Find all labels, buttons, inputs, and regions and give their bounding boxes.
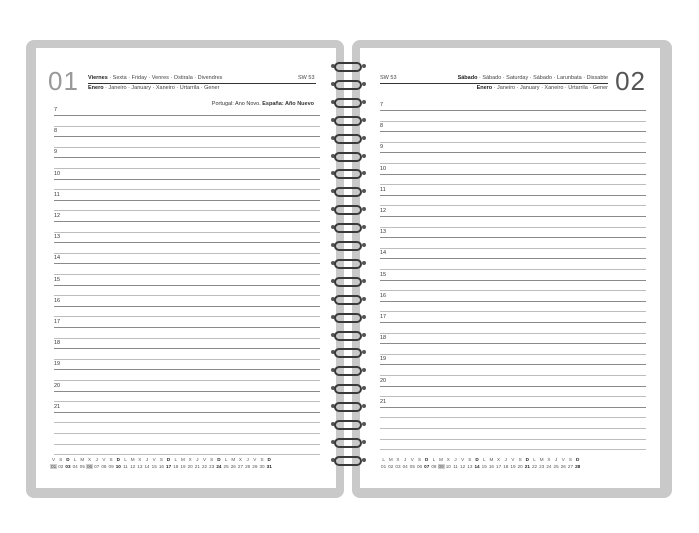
calendar-day[interactable]: 26 bbox=[560, 464, 566, 469]
binding-hole bbox=[362, 333, 366, 337]
hour-line[interactable] bbox=[380, 110, 646, 111]
right-page bbox=[360, 48, 660, 488]
hour-label: 15 bbox=[380, 271, 387, 278]
hour-label: 13 bbox=[54, 234, 61, 241]
calendar-day[interactable]: 28 bbox=[575, 464, 581, 469]
calendar-weekday-letter: X bbox=[497, 457, 501, 462]
calendar-weekday-letter: L bbox=[382, 457, 385, 462]
half-hour-line[interactable] bbox=[380, 375, 646, 376]
binding-hole bbox=[362, 422, 366, 426]
calendar-day[interactable]: 10 bbox=[445, 464, 451, 469]
calendar-weekday-letter: D bbox=[267, 457, 271, 462]
half-hour-line[interactable] bbox=[380, 121, 646, 122]
calendar-weekday-letter: J bbox=[504, 457, 507, 462]
spiral-ring bbox=[334, 205, 362, 215]
spiral-ring bbox=[334, 384, 362, 394]
spiral-ring bbox=[334, 259, 362, 269]
hour-line[interactable] bbox=[380, 407, 646, 408]
calendar-day[interactable]: 27 bbox=[567, 464, 574, 469]
hour-label: 16 bbox=[54, 297, 61, 304]
hour-line[interactable] bbox=[54, 115, 320, 116]
calendar-day[interactable]: 02 bbox=[58, 464, 64, 469]
hour-label: 21 bbox=[54, 403, 61, 410]
calendar-day[interactable]: 07 bbox=[94, 464, 100, 469]
day-number: 01 bbox=[48, 66, 79, 96]
calendar-weekday-letter: D bbox=[525, 457, 529, 462]
hour-line[interactable] bbox=[54, 221, 320, 222]
hour-label: 15 bbox=[54, 276, 61, 283]
half-hour-line[interactable] bbox=[54, 232, 320, 233]
spiral-ring bbox=[334, 438, 362, 448]
hour-label: 17 bbox=[54, 319, 61, 325]
half-hour-line[interactable] bbox=[380, 333, 646, 334]
hour-label: 7 bbox=[54, 107, 58, 113]
spiral-ring bbox=[334, 277, 362, 287]
hour-label: 19 bbox=[380, 356, 387, 363]
calendar-weekday-letter: M bbox=[80, 457, 85, 462]
calendar-day[interactable]: 02 bbox=[388, 464, 394, 469]
calendar-weekday-letter: D bbox=[475, 457, 479, 462]
month-line bbox=[88, 84, 219, 92]
spiral-ring bbox=[334, 223, 362, 233]
calendar-day[interactable]: 17 bbox=[166, 464, 172, 469]
calendar-day[interactable]: 06 bbox=[86, 464, 93, 469]
calendar-weekday-letter: X bbox=[547, 457, 551, 462]
calendar-weekday-letter: M bbox=[231, 457, 236, 462]
extra-line[interactable] bbox=[54, 433, 320, 434]
extra-line[interactable] bbox=[380, 428, 646, 429]
weekday-name: Sábado bbox=[457, 75, 478, 81]
calendar-day[interactable]: 07 bbox=[424, 464, 430, 469]
spiral-ring bbox=[334, 152, 362, 162]
calendar-day[interactable]: 20 bbox=[187, 464, 193, 469]
extra-line[interactable] bbox=[54, 454, 320, 455]
calendar-day[interactable]: 18 bbox=[503, 464, 509, 469]
calendar-day[interactable]: 05 bbox=[79, 464, 85, 469]
calendar-day[interactable]: 26 bbox=[230, 464, 236, 469]
half-hour-line[interactable] bbox=[380, 354, 646, 355]
calendar-weekday-letter: S bbox=[210, 457, 214, 462]
extra-line[interactable] bbox=[380, 449, 646, 450]
half-hour-line[interactable] bbox=[54, 338, 320, 339]
calendar-day[interactable]: 18 bbox=[173, 464, 179, 469]
calendar-weekday-letter: M bbox=[181, 457, 185, 462]
calendar-weekday-letter: M bbox=[388, 457, 393, 462]
half-hour-line[interactable] bbox=[380, 248, 646, 249]
holiday-portugal: Portugal: Ano Novo. bbox=[211, 101, 263, 107]
hour-line[interactable] bbox=[54, 306, 320, 307]
calendar-weekday-letter: J bbox=[554, 457, 558, 462]
calendar-weekday-letter: V bbox=[461, 457, 465, 462]
holiday-note bbox=[212, 101, 314, 107]
spiral-ring bbox=[334, 187, 362, 197]
half-hour-line[interactable] bbox=[54, 189, 320, 190]
calendar-weekday-letter: S bbox=[518, 457, 522, 462]
hour-line[interactable] bbox=[380, 152, 646, 153]
weekday-translations: · Sábado · Saturday · Sábado · Larunbata · Dissabte bbox=[477, 75, 608, 81]
hour-label: 9 bbox=[54, 149, 58, 156]
binding-hole bbox=[362, 118, 366, 122]
holiday-spain: España: Año Nuevo bbox=[262, 101, 314, 107]
calendar-weekday-letter: J bbox=[404, 457, 407, 462]
right-mini-calendar-days bbox=[380, 464, 581, 469]
binding-hole bbox=[362, 154, 366, 158]
hour-label: 8 bbox=[380, 123, 384, 130]
calendar-day[interactable]: 10 bbox=[115, 464, 121, 469]
calendar-weekday-letter: L bbox=[432, 457, 436, 462]
calendar-weekday-letter: L bbox=[124, 457, 127, 462]
half-hour-line[interactable] bbox=[54, 147, 320, 148]
hour-label: 12 bbox=[54, 213, 61, 219]
calendar-day[interactable]: 03 bbox=[65, 464, 71, 469]
hour-label: 10 bbox=[54, 170, 61, 177]
month-name: Enero bbox=[88, 85, 104, 91]
week-label: SW 53 bbox=[380, 75, 397, 81]
week-label: SW 53 bbox=[298, 75, 315, 81]
binding-hole bbox=[362, 261, 366, 265]
extra-line[interactable] bbox=[54, 444, 320, 445]
hour-label: 20 bbox=[380, 377, 387, 384]
hour-line[interactable] bbox=[380, 174, 646, 175]
calendar-day[interactable]: 21 bbox=[524, 464, 530, 469]
calendar-day[interactable]: 03 bbox=[395, 464, 401, 469]
hour-line[interactable] bbox=[54, 136, 320, 137]
calendar-weekday-letter: S bbox=[468, 457, 472, 462]
calendar-day[interactable]: 24 bbox=[216, 464, 222, 469]
calendar-day[interactable]: 24 bbox=[546, 464, 552, 469]
hour-line[interactable] bbox=[54, 348, 320, 349]
calendar-weekday-letter: D bbox=[66, 457, 70, 462]
calendar-day[interactable]: 15 bbox=[151, 464, 157, 469]
hour-line[interactable] bbox=[54, 179, 320, 180]
hour-label: 18 bbox=[380, 335, 387, 342]
spiral-ring bbox=[334, 241, 362, 251]
spiral-ring bbox=[334, 98, 362, 108]
calendar-weekday-letter: V bbox=[152, 457, 156, 462]
calendar-day[interactable]: 23 bbox=[209, 464, 215, 469]
calendar-weekday-letter: J bbox=[196, 457, 199, 462]
binding-hole bbox=[362, 440, 366, 444]
calendar-weekday-letter: M bbox=[130, 457, 135, 462]
calendar-weekday-letter: L bbox=[533, 457, 536, 462]
hour-line[interactable] bbox=[380, 258, 646, 259]
hour-label: 11 bbox=[54, 191, 60, 198]
calendar-weekday-letter: X bbox=[446, 457, 450, 462]
calendar-weekday-letter: S bbox=[417, 457, 422, 462]
calendar-weekday-letter: S bbox=[159, 457, 163, 462]
hour-line[interactable] bbox=[54, 285, 320, 286]
calendar-day[interactable]: 14 bbox=[144, 464, 150, 469]
calendar-day[interactable]: 17 bbox=[496, 464, 502, 469]
half-hour-line[interactable] bbox=[54, 274, 320, 275]
calendar-day[interactable]: 01 bbox=[381, 464, 387, 469]
hour-line[interactable] bbox=[380, 131, 646, 132]
calendar-day[interactable]: 09 bbox=[108, 464, 114, 469]
month-translations: · Janeiro · January · Xaneiro · Urtarrila · Gener bbox=[103, 85, 220, 91]
hour-label: 9 bbox=[380, 144, 384, 151]
hour-label: 21 bbox=[380, 398, 387, 405]
half-hour-line[interactable] bbox=[380, 227, 646, 228]
month-translations: · Janeiro · January · Xaneiro · Urtarrila · Gener bbox=[492, 85, 608, 91]
calendar-day[interactable]: 30 bbox=[259, 464, 265, 469]
half-hour-line[interactable] bbox=[54, 295, 320, 296]
month-line bbox=[477, 84, 608, 92]
calendar-day[interactable]: 04 bbox=[402, 464, 408, 469]
calendar-weekday-letter: X bbox=[138, 457, 142, 462]
calendar-day[interactable]: 06 bbox=[416, 464, 423, 469]
binding-hole bbox=[362, 315, 366, 319]
calendar-weekday-letter: J bbox=[246, 457, 249, 462]
calendar-weekday-letter: D bbox=[575, 457, 580, 462]
calendar-day[interactable]: 27 bbox=[237, 464, 244, 469]
binding-hole bbox=[362, 243, 366, 247]
calendar-weekday-letter: X bbox=[188, 457, 192, 462]
calendar-weekday-letter: V bbox=[253, 457, 257, 462]
spiral-ring bbox=[334, 331, 362, 341]
half-hour-line[interactable] bbox=[54, 401, 320, 402]
hour-line[interactable] bbox=[54, 369, 320, 370]
calendar-weekday-letter: J bbox=[95, 457, 98, 462]
hour-label: 16 bbox=[380, 292, 387, 299]
binding-hole bbox=[362, 458, 366, 462]
hour-label: 10 bbox=[380, 165, 387, 172]
spiral-ring bbox=[334, 169, 362, 179]
hour-label: 14 bbox=[54, 255, 61, 262]
calendar-day[interactable]: 14 bbox=[474, 464, 480, 469]
calendar-day[interactable]: 09 bbox=[438, 464, 444, 469]
left-page bbox=[36, 48, 336, 488]
calendar-weekday-letter: D bbox=[217, 457, 221, 462]
hour-line[interactable] bbox=[380, 343, 646, 344]
calendar-day[interactable]: 19 bbox=[180, 464, 186, 469]
weekday-name: Viernes bbox=[88, 75, 108, 81]
spiral-ring bbox=[334, 366, 362, 376]
calendar-day[interactable]: 25 bbox=[553, 464, 559, 469]
half-hour-line[interactable] bbox=[380, 269, 646, 270]
binding-hole bbox=[362, 136, 366, 140]
binding-hole bbox=[362, 100, 366, 104]
calendar-day[interactable]: 22 bbox=[531, 464, 538, 469]
half-hour-line[interactable] bbox=[380, 396, 646, 397]
calendar-weekday-letter: V bbox=[511, 457, 515, 462]
calendar-day[interactable]: 16 bbox=[488, 464, 494, 469]
calendar-day[interactable]: 31 bbox=[266, 464, 272, 469]
calendar-day[interactable]: 08 bbox=[101, 464, 107, 469]
calendar-weekday-letter: D bbox=[166, 457, 171, 462]
hour-label: 17 bbox=[380, 314, 387, 320]
calendar-weekday-letter: X bbox=[238, 457, 242, 462]
half-hour-line[interactable] bbox=[54, 316, 320, 317]
calendar-day[interactable]: 12 bbox=[460, 464, 466, 469]
hour-line[interactable] bbox=[54, 200, 320, 201]
spiral-ring bbox=[334, 348, 362, 358]
spiral-ring bbox=[334, 313, 362, 323]
half-hour-line[interactable] bbox=[380, 311, 646, 312]
half-hour-line[interactable] bbox=[54, 422, 320, 423]
half-hour-line[interactable] bbox=[54, 380, 320, 381]
binding-hole bbox=[362, 297, 366, 301]
calendar-day[interactable]: 08 bbox=[431, 464, 437, 469]
hour-line[interactable] bbox=[54, 327, 320, 328]
binding-hole bbox=[362, 64, 366, 68]
spiral-ring bbox=[334, 295, 362, 305]
half-hour-line[interactable] bbox=[54, 210, 320, 211]
calendar-weekday-letter: L bbox=[174, 457, 178, 462]
calendar-day[interactable]: 12 bbox=[130, 464, 136, 469]
calendar-weekday-letter: X bbox=[87, 457, 92, 462]
calendar-weekday-letter: M bbox=[539, 457, 544, 462]
calendar-weekday-letter: V bbox=[202, 457, 207, 462]
calendar-weekday-letter: M bbox=[489, 457, 494, 462]
calendar-weekday-letter: L bbox=[73, 457, 77, 462]
calendar-weekday-letter: X bbox=[396, 457, 400, 462]
calendar-weekday-letter: V bbox=[410, 457, 414, 462]
calendar-day[interactable]: 28 bbox=[245, 464, 251, 469]
calendar-day[interactable]: 21 bbox=[194, 464, 200, 469]
calendar-weekday-letter: V bbox=[52, 457, 56, 462]
hour-label: 8 bbox=[54, 128, 58, 135]
hour-line[interactable] bbox=[380, 195, 646, 196]
calendar-weekday-letter: V bbox=[561, 457, 565, 462]
calendar-day[interactable]: 13 bbox=[137, 464, 143, 469]
hour-label: 19 bbox=[54, 361, 61, 368]
right-mini-calendar-letters bbox=[380, 457, 581, 462]
hour-line[interactable] bbox=[54, 391, 320, 392]
hour-label: 11 bbox=[380, 186, 386, 193]
half-hour-line[interactable] bbox=[380, 290, 646, 291]
calendar-weekday-letter: L bbox=[482, 457, 486, 462]
half-hour-line[interactable] bbox=[54, 126, 320, 127]
half-hour-line[interactable] bbox=[54, 253, 320, 254]
calendar-day[interactable]: 11 bbox=[123, 464, 128, 469]
hour-line[interactable] bbox=[54, 242, 320, 243]
calendar-day[interactable]: 05 bbox=[409, 464, 415, 469]
left-mini-calendar-letters bbox=[50, 457, 273, 462]
hour-line[interactable] bbox=[380, 386, 646, 387]
hour-line[interactable] bbox=[54, 412, 320, 413]
half-hour-line[interactable] bbox=[380, 142, 646, 143]
hour-line[interactable] bbox=[380, 280, 646, 281]
calendar-day[interactable]: 25 bbox=[223, 464, 229, 469]
calendar-day[interactable]: 19 bbox=[510, 464, 516, 469]
hour-line[interactable] bbox=[54, 263, 320, 264]
calendar-weekday-letter: S bbox=[568, 457, 572, 462]
weekday-line bbox=[458, 74, 608, 82]
binding-hole bbox=[362, 279, 366, 283]
calendar-weekday-letter: D bbox=[116, 457, 120, 462]
month-name: Enero bbox=[476, 85, 493, 91]
calendar-day[interactable]: 15 bbox=[481, 464, 487, 469]
calendar-weekday-letter: S bbox=[260, 457, 264, 462]
spiral-ring bbox=[334, 456, 362, 466]
extra-line[interactable] bbox=[380, 439, 646, 440]
calendar-day[interactable]: 13 bbox=[467, 464, 473, 469]
day-number: 02 bbox=[615, 66, 646, 96]
weekday-line bbox=[88, 74, 222, 82]
spiral-ring bbox=[334, 402, 362, 412]
calendar-day[interactable]: 11 bbox=[453, 464, 458, 469]
half-hour-line[interactable] bbox=[380, 417, 646, 418]
calendar-day[interactable]: 01 bbox=[51, 464, 57, 469]
spiral-ring bbox=[334, 134, 362, 144]
hour-line[interactable] bbox=[380, 322, 646, 323]
hour-line[interactable] bbox=[380, 301, 646, 302]
calendar-weekday-letter: S bbox=[59, 457, 63, 462]
half-hour-line[interactable] bbox=[380, 184, 646, 185]
half-hour-line[interactable] bbox=[380, 163, 646, 164]
hour-label: 18 bbox=[54, 340, 61, 347]
hour-line[interactable] bbox=[54, 157, 320, 158]
calendar-weekday-letter: J bbox=[454, 457, 457, 462]
hour-line[interactable] bbox=[380, 216, 646, 217]
hour-line[interactable] bbox=[380, 364, 646, 365]
calendar-day[interactable]: 29 bbox=[252, 464, 258, 469]
calendar-weekday-letter: S bbox=[109, 457, 113, 462]
calendar-weekday-letter: L bbox=[224, 457, 228, 462]
half-hour-line[interactable] bbox=[380, 205, 646, 206]
half-hour-line[interactable] bbox=[54, 359, 320, 360]
left-mini-calendar-days bbox=[50, 464, 273, 469]
spiral-ring bbox=[334, 116, 362, 126]
calendar-day[interactable]: 16 bbox=[158, 464, 164, 469]
calendar-weekday-letter: V bbox=[102, 457, 106, 462]
spiral-ring bbox=[334, 80, 362, 90]
calendar-weekday-letter: J bbox=[145, 457, 149, 462]
spiral-ring bbox=[334, 62, 362, 72]
calendar-weekday-letter: M bbox=[439, 457, 443, 462]
calendar-day[interactable]: 23 bbox=[539, 464, 545, 469]
calendar-day[interactable]: 20 bbox=[517, 464, 523, 469]
spiral-ring bbox=[334, 420, 362, 430]
calendar-weekday-letter: D bbox=[425, 457, 429, 462]
hour-line[interactable] bbox=[380, 237, 646, 238]
hour-label: 20 bbox=[54, 382, 61, 389]
binding-hole bbox=[362, 82, 366, 86]
calendar-day[interactable]: 22 bbox=[201, 464, 208, 469]
weekday-translations: · Sexta · Friday · Venres · Ostirala · Divendres bbox=[107, 75, 223, 81]
hour-label: 13 bbox=[380, 229, 387, 236]
calendar-day[interactable]: 04 bbox=[72, 464, 78, 469]
hour-label: 14 bbox=[380, 250, 387, 257]
hour-label: 12 bbox=[380, 208, 387, 214]
half-hour-line[interactable] bbox=[54, 168, 320, 169]
hour-label: 7 bbox=[380, 102, 384, 108]
